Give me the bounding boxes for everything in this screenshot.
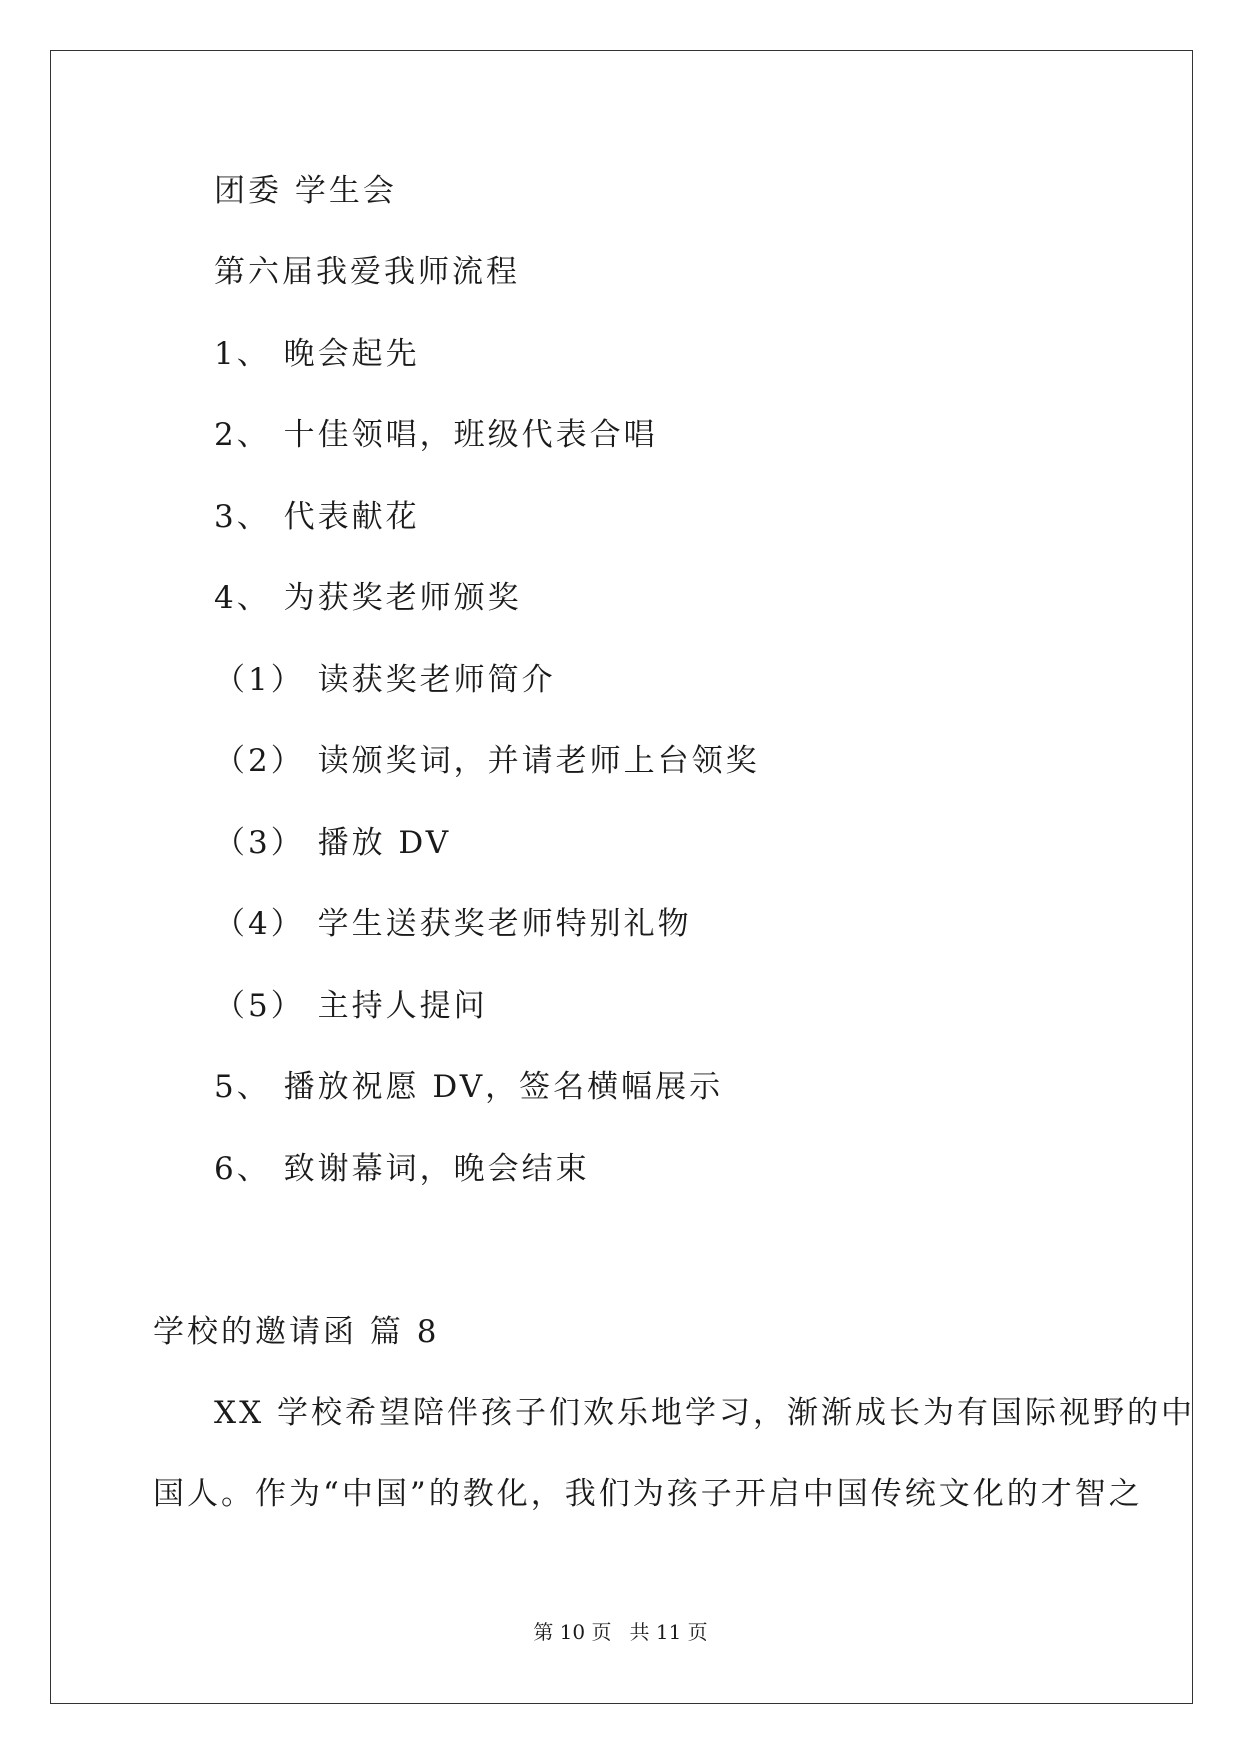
- page-footer: [0, 1620, 1241, 1644]
- list-item: 6、 致谢幕词，晚会结束: [214, 1151, 590, 1187]
- page-border: [50, 50, 1193, 1704]
- page-number: 第 10 页: [533, 1620, 612, 1644]
- sub-list-item: （5） 主持人提问: [214, 988, 488, 1024]
- sub-list-item: （4） 学生送获奖老师特别礼物: [214, 906, 692, 942]
- sub-list-item: （2） 读颁奖词，并请老师上台领奖: [214, 743, 760, 779]
- sub-list-item: （1） 读获奖老师简介: [214, 662, 556, 698]
- list-item: 5、 播放祝愿 DV，签名横幅展示: [214, 1069, 724, 1105]
- org-line: 团委 学生会: [214, 173, 397, 209]
- list-item: 3、 代表献花: [214, 499, 420, 535]
- list-item: 1、 晚会起先: [214, 336, 420, 372]
- section-heading: 学校的邀请函 篇 8: [153, 1314, 440, 1350]
- list-item: 2、 十佳领唱，班级代表合唱: [214, 417, 658, 453]
- program-title: 第六届我爱我师流程: [214, 254, 520, 290]
- paragraph-line: 国人。作为“中国”的教化，我们为孩子开启中国传统文化的才智之: [153, 1476, 1143, 1512]
- page-total: 共 11 页: [629, 1620, 708, 1644]
- list-item: 4、 为获奖老师颁奖: [214, 580, 522, 616]
- paragraph-line: XX 学校希望陪伴孩子们欢乐地学习，渐渐成长为有国际视野的中: [214, 1395, 1195, 1431]
- sub-list-item: （3） 播放 DV: [214, 825, 452, 861]
